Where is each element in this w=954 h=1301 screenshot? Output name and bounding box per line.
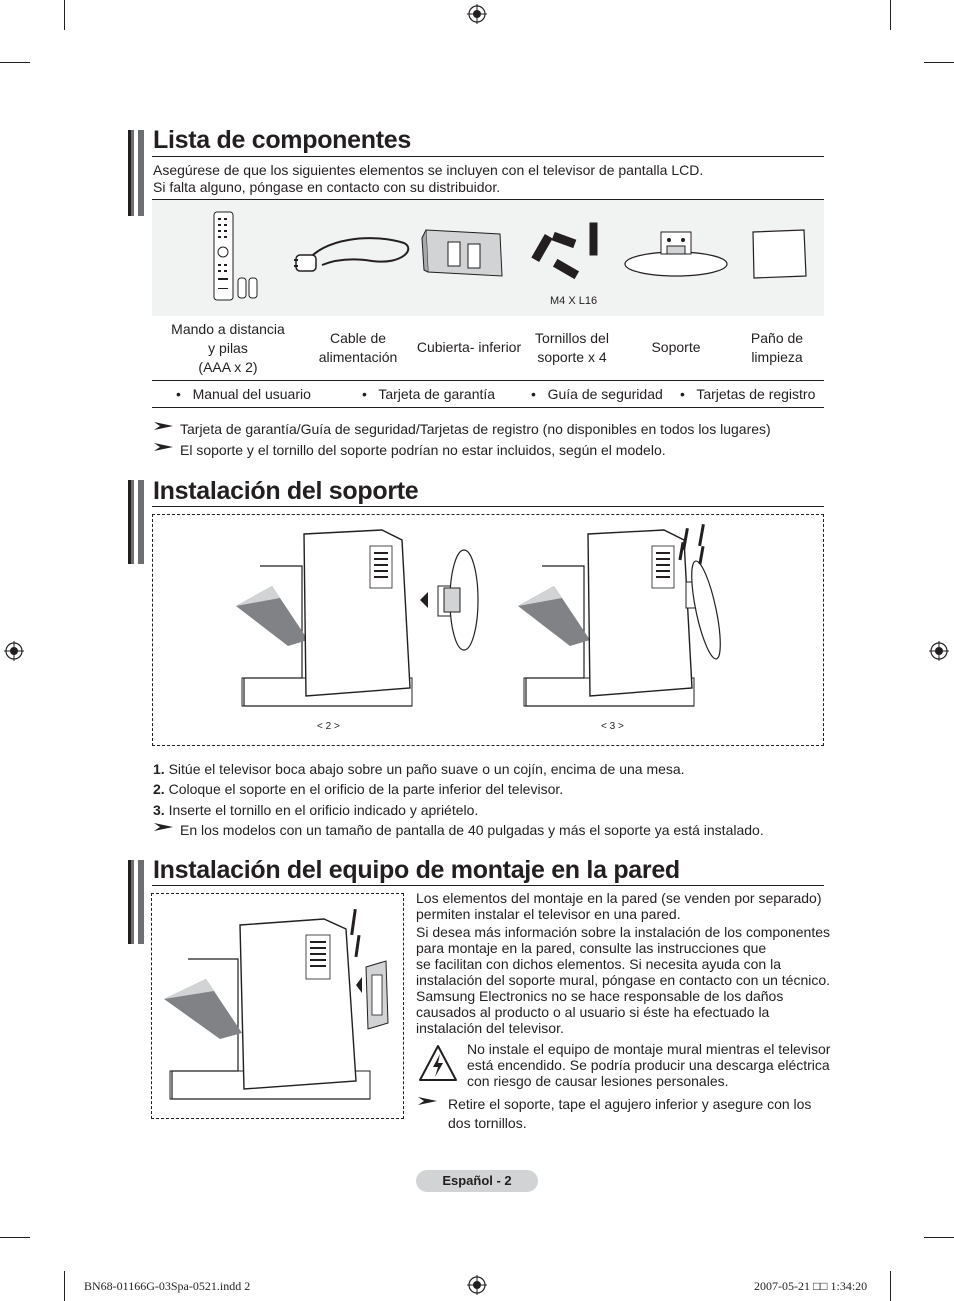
component-label: Cubierta- inferior (416, 339, 522, 355)
stand-step (153, 802, 478, 818)
table-rule (152, 380, 824, 381)
electric-hazard-icon (418, 1044, 458, 1082)
step-number: 3. (153, 802, 165, 818)
crop-mark (0, 62, 30, 63)
section-rule (152, 885, 824, 886)
crop-mark (924, 62, 954, 63)
components-intro: Si falta alguno, póngase en contacto con su distribuidor. (153, 179, 501, 195)
registration-mark-icon (467, 4, 487, 24)
component-label: Paño de limpieza (750, 330, 804, 365)
component-label: Cable de alimentación (318, 330, 398, 365)
component-label: Soporte (651, 339, 701, 355)
paragraph-line: Si desea más información sobre la instalación de los componentes (416, 924, 831, 940)
extra-item: • Guía de seguridad (531, 386, 663, 402)
section-title-stand: Instalación del soporte (153, 477, 419, 505)
figure-label: < 3 > (601, 721, 624, 732)
footer-file: BN68-01166G-03Spa-0521.indd 2 (84, 1279, 251, 1293)
step-text: Coloque el soporte en el orificio de la parte inferior del televisor. (168, 781, 564, 797)
section-bar (128, 480, 144, 564)
stand-step (153, 781, 563, 797)
table-rule (152, 407, 824, 408)
note-arrow-icon (154, 442, 174, 452)
stand-install-figure-3 (514, 520, 774, 712)
stand-base-icon (621, 228, 731, 278)
step-text: Sitúe el televisor boca abajo sobre un paño suave o un cojín, encima de una mesa. (168, 761, 685, 777)
section-title-components: Lista de componentes (153, 126, 411, 154)
page-label: Español - 2 (416, 1170, 538, 1192)
extra-item-label: Manual del usuario (192, 386, 311, 402)
registration-mark-icon (467, 1275, 487, 1295)
stand-step (153, 761, 685, 777)
note-text: Tarjeta de garantía/Guía de seguridad/Tarjetas de registro (no disponibles en todos los lugares) (180, 421, 771, 437)
section-bar (128, 130, 144, 216)
extra-item-label: Guía de seguridad (547, 386, 663, 402)
section-title-wall-mount: Instalación del equipo de montaje en la pared (153, 856, 680, 884)
extra-item-label: Tarjetas de registro (696, 386, 816, 402)
stand-screws-icon (528, 219, 608, 285)
remote-control-icon (205, 208, 265, 304)
extra-item: • Tarjetas de registro (680, 386, 816, 402)
paragraph-line: Samsung Electronics no se hace responsable de los daños (416, 988, 784, 1004)
component-label: Tornillos del soporte x 4 (535, 330, 609, 365)
crop-mark (64, 0, 65, 30)
bottom-cover-icon (418, 220, 508, 280)
note-text: El soporte y el tornillo del soporte podrían no estar incluidos, según el modelo. (180, 442, 666, 458)
paragraph-line: instalación del televisor. (416, 1020, 564, 1036)
screw-spec-label: M4 X L16 (550, 295, 598, 307)
crop-mark (64, 1271, 65, 1301)
note-arrow-icon (154, 421, 174, 431)
wall-mount-figure (160, 905, 396, 1105)
section-bar (128, 860, 144, 944)
step-number: 1. (153, 761, 165, 777)
warning-line: con riesgo de causar lesiones personales. (467, 1073, 729, 1089)
paragraph-line: instalación del soporte mural, póngase en contacto con un técnico. (416, 972, 831, 988)
component-label: Mando a distancia y pilas (AAA x 2) (171, 321, 285, 375)
note-text: Retire el soporte, tape el agujero inferior y asegure con los (448, 1096, 812, 1112)
paragraph-line: para montaje en la pared, consulte las instrucciones que (416, 940, 767, 956)
step-text: Inserte el tornillo en el orificio indicado y apriételo. (168, 802, 479, 818)
step-number: 2. (153, 781, 165, 797)
paragraph-line: se facilitan con dichos elementos. Si necesita ayuda con la (416, 956, 781, 972)
section-rule (152, 156, 824, 157)
note-text: dos tornillos. (448, 1115, 527, 1131)
extra-item-label: Tarjeta de garantía (378, 386, 496, 402)
registration-mark-icon (929, 641, 949, 661)
extra-item: • Tarjeta de garantía (362, 386, 496, 402)
cleaning-cloth-icon (750, 228, 808, 280)
warning-line: No instale el equipo de montaje mural mientras el televisor (467, 1041, 831, 1057)
crop-mark (0, 1237, 30, 1238)
note-arrow-icon (154, 822, 174, 832)
paragraph-line: permiten instalar el televisor en una pared. (416, 906, 681, 922)
paragraph-line: Los elementos del montaje en la pared (se venden por separado) (416, 890, 822, 906)
extra-item: • Manual del usuario (176, 386, 311, 402)
crop-mark (924, 1237, 954, 1238)
stand-install-figure-2 (232, 528, 492, 712)
warning-line: está encendido. Se podría producir una descarga eléctrica (467, 1057, 830, 1073)
registration-mark-icon (4, 641, 24, 661)
power-cable-icon (292, 233, 414, 278)
crop-mark (890, 1271, 891, 1301)
figure-label: < 2 > (317, 721, 340, 732)
note-arrow-icon (418, 1096, 438, 1106)
note-text: En los modelos con un tamaño de pantalla de 40 pulgadas y más el soporte ya está instalado. (180, 822, 764, 838)
components-intro: Asegúrese de que los siguientes elementos se incluyen con el televisor de pantalla LCD. (153, 162, 704, 178)
section-rule (152, 506, 824, 507)
footer-date: 2007-05-21 □□ 1:34:20 (754, 1279, 868, 1293)
crop-mark (890, 0, 891, 30)
paragraph-line: causados al producto o al usuario si éste ha efectuado la (416, 1004, 770, 1020)
